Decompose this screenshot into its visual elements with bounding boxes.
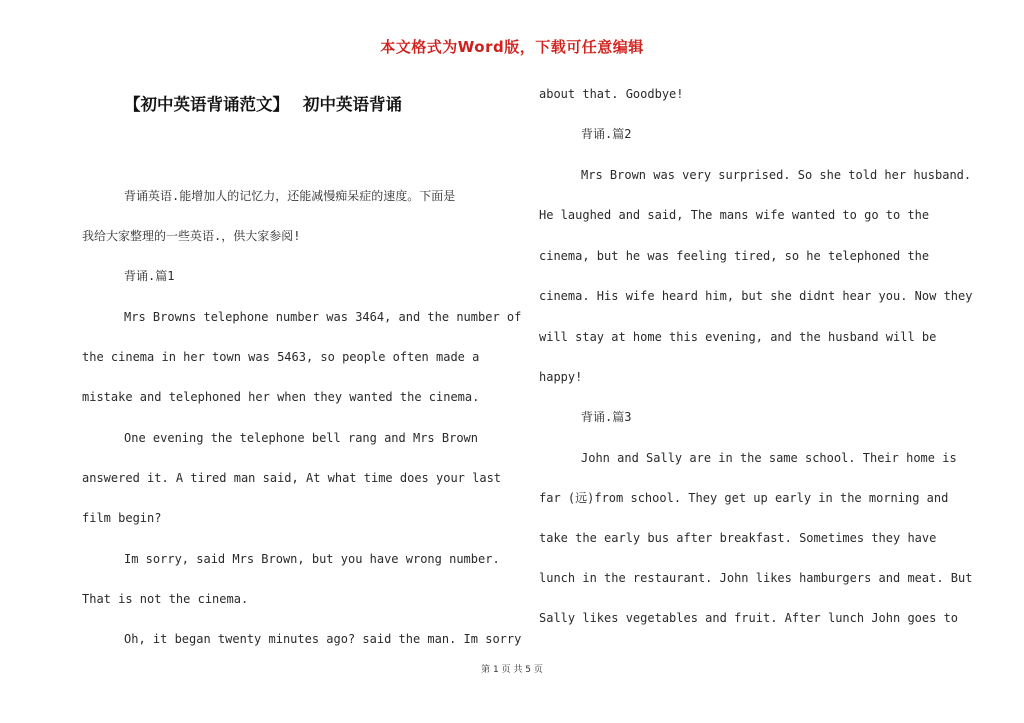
page-number-footer: 第 1 页 共 5 页 — [481, 665, 543, 675]
paragraph-line: cinema, but he was feeling tired, so he telephoned the — [539, 249, 930, 263]
format-banner: 本文格式为Word版，下载可任意编辑 — [380, 38, 644, 56]
section-heading: 背诵.篇2 — [581, 127, 632, 141]
paragraph-line: He laughed and said, The mans wife wanted to go to the — [539, 208, 930, 222]
paragraph-line: far (远)from school. They get up early in the morning and — [539, 491, 949, 505]
document-title — [124, 91, 402, 115]
paragraph-line: cinema. His wife heard him, but she didnt hear you. Now they — [539, 289, 973, 303]
paragraph-line: Mrs Brown was very surprised. So she told her husband. — [581, 168, 972, 182]
paragraph-line: will stay at home this evening, and the husband will be — [539, 330, 937, 344]
paragraph-line: John and Sally are in the same school. Their home is — [581, 451, 957, 465]
paragraph-line: take the early bus after breakfast. Sometimes they have — [539, 531, 937, 545]
paragraph-line: One evening the telephone bell rang and Mrs Brown — [124, 431, 479, 445]
paragraph-line: Im sorry, said Mrs Brown, but you have wrong number. — [124, 552, 500, 566]
title-bracketed: 【初中英语背诵范文】 — [124, 95, 289, 114]
paragraph-line: happy! — [539, 370, 583, 384]
paragraph-line: 我给大家整理的一些英语.，供大家参阅! — [82, 229, 301, 243]
paragraph-line: film begin? — [82, 511, 162, 525]
paragraph-line: That is not the cinema. — [82, 592, 249, 606]
paragraph-line: answered it. A tired man said, At what time does your last — [82, 471, 502, 485]
paragraph-line: Oh, it began twenty minutes ago? said the man. Im sorry — [124, 632, 522, 646]
paragraph-line: about that. Goodbye! — [539, 87, 684, 101]
paragraph-line: Mrs Browns telephone number was 3464, and the number of — [124, 310, 522, 324]
paragraph-line: the cinema in her town was 5463, so people often made a — [82, 350, 480, 364]
paragraph-line: lunch in the restaurant. John likes hamburgers and meat. But — [539, 571, 973, 585]
section-heading: 背诵.篇1 — [124, 269, 175, 283]
title-main: 初中英语背诵 — [303, 95, 402, 114]
paragraph-line: mistake and telephoned her when they wanted the cinema. — [82, 390, 480, 404]
paragraph-line: 背诵英语.能增加人的记忆力，还能减慢痴呆症的速度。下面是 — [124, 189, 456, 203]
paragraph-line: Sally likes vegetables and fruit. After lunch John goes to — [539, 611, 959, 625]
section-heading: 背诵.篇3 — [581, 410, 632, 424]
